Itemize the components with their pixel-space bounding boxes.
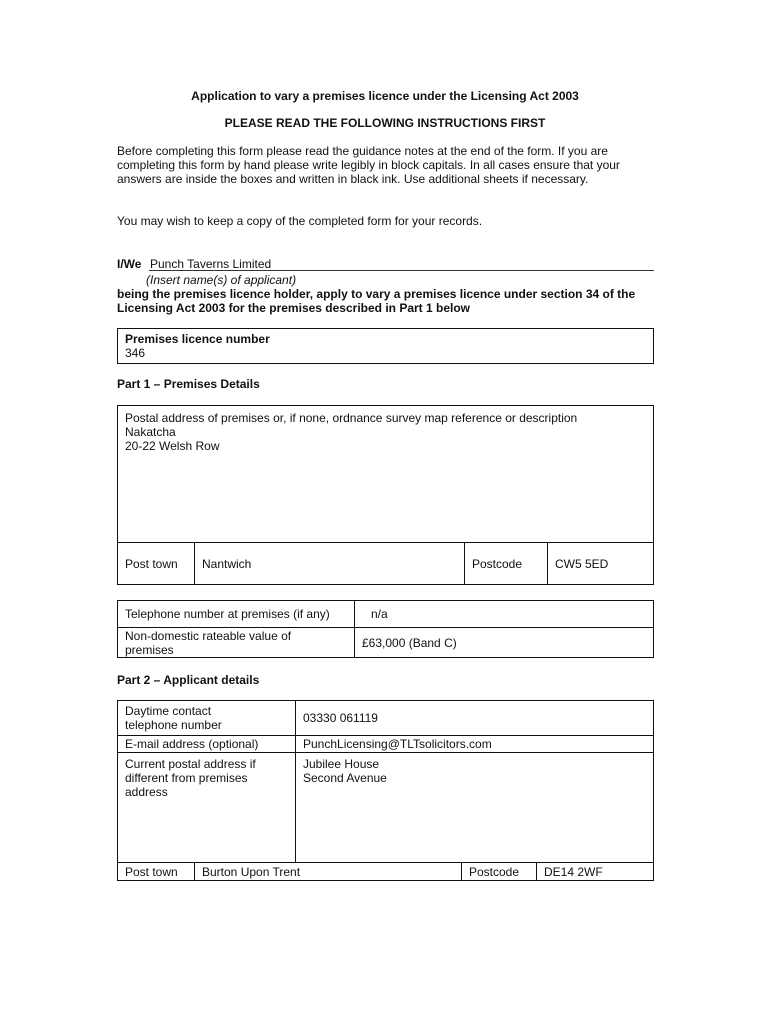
part1-postcode-label: Postcode xyxy=(464,542,548,585)
part2-post-town-label: Post town xyxy=(117,862,195,881)
licence-number-label: Premises licence number xyxy=(125,332,270,346)
postal-address-line2: Second Avenue xyxy=(303,771,387,785)
postal-address-value[interactable] xyxy=(295,752,654,863)
part1-post-town-value[interactable]: Nantwich xyxy=(194,542,465,585)
part2-postcode-value[interactable]: DE14 2WF xyxy=(536,862,654,881)
instructions-heading: PLEASE READ THE FOLLOWING INSTRUCTIONS FIRST xyxy=(224,116,546,130)
telephone-value[interactable]: n/a xyxy=(354,600,654,628)
email-value[interactable]: PunchLicensing@TLTsolicitors.com xyxy=(295,735,654,753)
part1-heading: Part 1 – Premises Details xyxy=(117,377,260,391)
premises-address-line1[interactable]: Nakatcha xyxy=(125,425,176,439)
email-label: E-mail address (optional) xyxy=(117,735,296,753)
premises-address-label: Postal address of premises or, if none, ordnance survey map reference or description xyxy=(125,411,578,425)
applicant-statement: being the premises licence holder, apply to vary a premises licence under section 34 of the Licensing Act 2003 for the premises described in Part 1 below xyxy=(117,287,636,315)
applicant-name-hint: (Insert name(s) of applicant) xyxy=(146,273,297,287)
part2-post-town-value[interactable]: Burton Upon Trent xyxy=(194,862,462,881)
daytime-phone-label: Daytime contact telephone number xyxy=(117,700,296,736)
part2-heading: Part 2 – Applicant details xyxy=(117,673,260,687)
part1-postcode-value[interactable]: CW5 5ED xyxy=(547,542,654,585)
keep-copy-note: You may wish to keep a copy of the completed form for your records. xyxy=(117,214,483,228)
licence-number-box[interactable] xyxy=(117,328,654,364)
applicant-label: I/We xyxy=(117,257,142,271)
rateable-value[interactable]: £63,000 (Band C) xyxy=(354,627,654,658)
applicant-name[interactable]: Punch Taverns Limited xyxy=(150,257,272,271)
daytime-phone-value[interactable]: 03330 061119 xyxy=(295,700,654,736)
postal-address-line1: Jubilee House xyxy=(303,757,380,771)
postal-address-label: Current postal address if different from premises address xyxy=(117,752,296,863)
licence-number-value[interactable]: 346 xyxy=(125,346,146,360)
premises-address-line2[interactable]: 20-22 Welsh Row xyxy=(125,439,220,453)
telephone-label: Telephone number at premises (if any) xyxy=(117,600,355,628)
instructions-paragraph: Before completing this form please read the guidance notes at the end of the form. If you are completing this form by hand please write legibly in block capitals. In all cases ensure that your answers are inside the boxes and written in black ink. Use additional sheets if necessary. xyxy=(117,144,620,186)
part1-post-town-label: Post town xyxy=(117,542,195,585)
rateable-value-label: Non-domestic rateable value of premises xyxy=(117,627,355,658)
part2-postcode-label: Postcode xyxy=(461,862,537,881)
form-title: Application to vary a premises licence under the Licensing Act 2003 xyxy=(191,89,579,103)
